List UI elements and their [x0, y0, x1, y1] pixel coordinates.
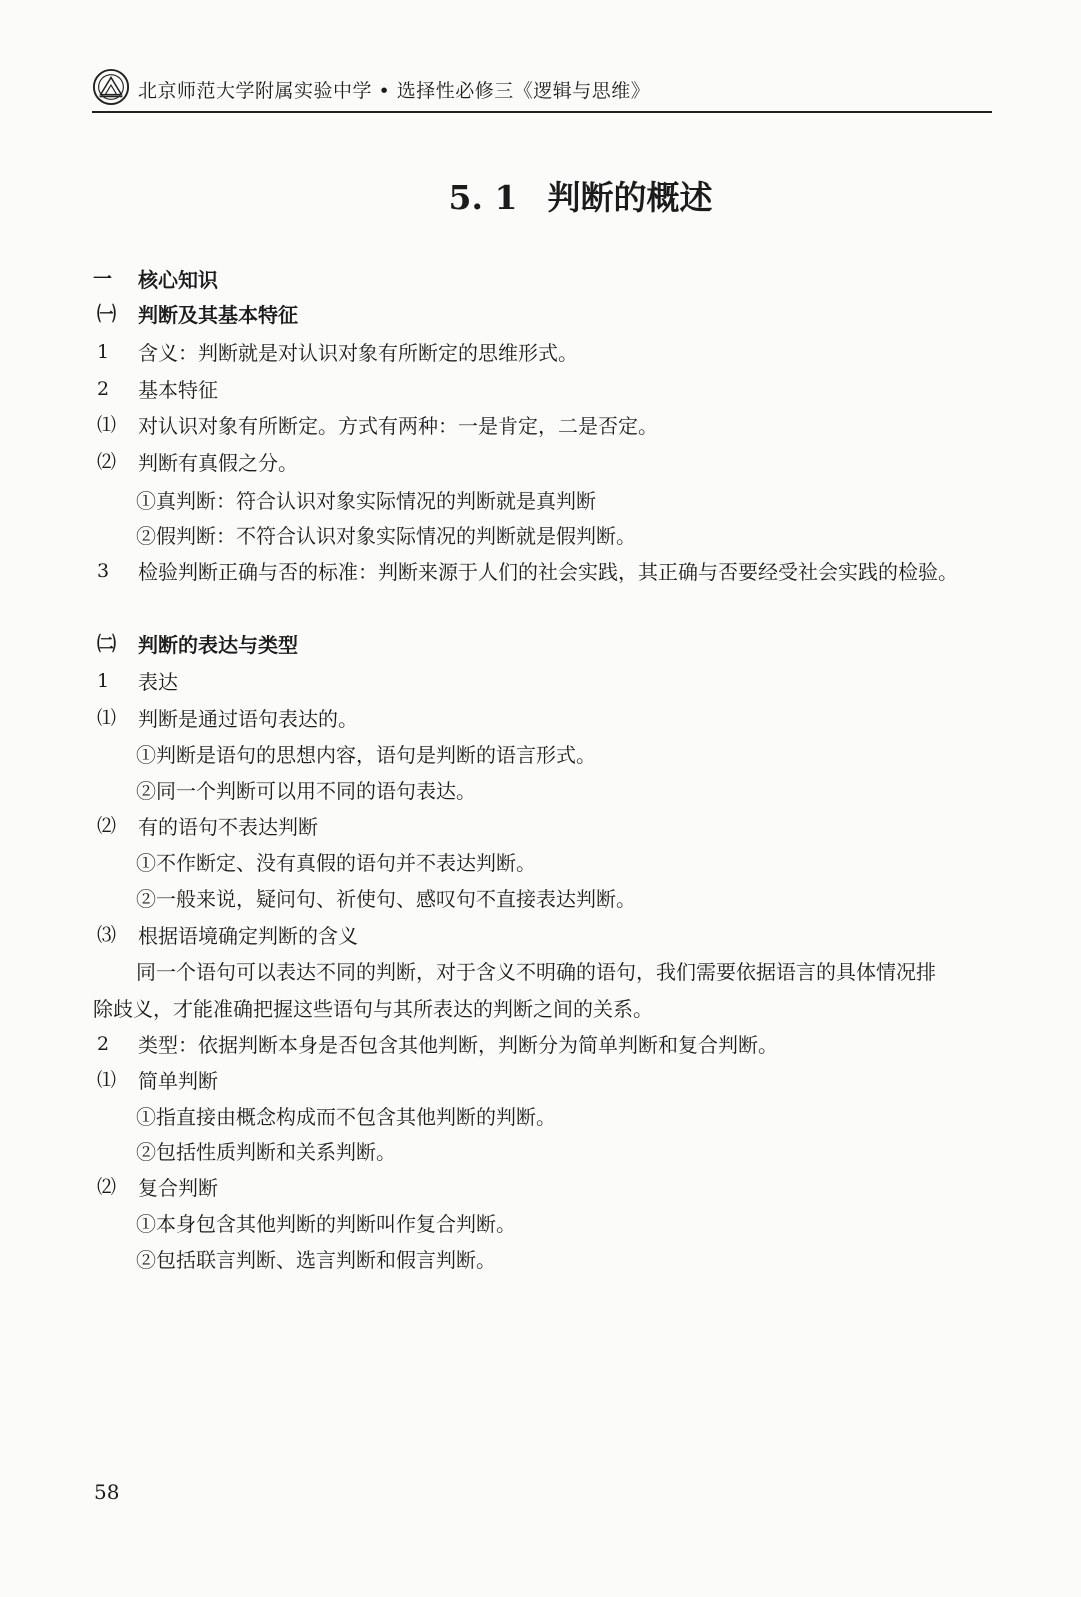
line-label: ㈡	[97, 633, 117, 655]
line-label: ⑴	[97, 1069, 117, 1091]
line-label: 1	[97, 670, 110, 692]
line-label: ㈠	[97, 303, 117, 325]
line-label: ⑵	[97, 815, 117, 837]
line-label: 2	[97, 1033, 110, 1055]
text-line: 含义：判断就是对认识对象有所断定的思维形式。	[138, 341, 578, 365]
text-line: 有的语句不表达判断	[138, 815, 318, 839]
section-heading-line: 核心知识	[138, 268, 218, 292]
text-line: 根据语境确定判断的含义	[138, 924, 358, 948]
text-line: ②假判断：不符合认识对象实际情况的判断就是假判断。	[136, 524, 636, 548]
text-line: ②一般来说，疑问句、祈使句、感叹句不直接表达判断。	[136, 887, 636, 911]
school-logo	[92, 68, 130, 106]
text-line: 表达	[138, 670, 178, 694]
text-line: ②同一个判断可以用不同的语句表达。	[136, 779, 476, 803]
section-heading-line: 判断的表达与类型	[138, 633, 298, 657]
text-line: ①指直接由概念构成而不包含其他判断的判断。	[136, 1105, 556, 1129]
page-header	[92, 64, 992, 116]
line-label: ⑴	[97, 707, 117, 729]
text-line: 类型：依据判断本身是否包含其他判断，判断分为简单判断和复合判断。	[138, 1033, 778, 1057]
text-line: ①判断是语句的思想内容，语句是判断的语言形式。	[136, 743, 596, 767]
text-line: 复合判断	[138, 1176, 218, 1200]
line-label: 一	[93, 268, 113, 290]
line-label: 2	[97, 378, 110, 400]
header-title: 北京师范大学附属实验中学 • 选择性必修三《逻辑与思维》	[138, 80, 651, 102]
line-label: ⑴	[97, 414, 117, 436]
text-line: 同一个语句可以表达不同的判断，对于含义不明确的语句，我们需要依据语言的具体情况排	[136, 960, 936, 984]
text-line: 对认识对象有所断定。方式有两种：一是肯定，二是否定。	[138, 414, 658, 438]
text-line: ②包括联言判断、选言判断和假言判断。	[136, 1248, 496, 1272]
text-line: ①真判断：符合认识对象实际情况的判断就是真判断	[136, 489, 596, 513]
line-label: ⑶	[97, 924, 117, 946]
line-label: ⑵	[97, 1176, 117, 1198]
text-line: ①不作断定、没有真假的语句并不表达判断。	[136, 851, 536, 875]
header-rule	[92, 111, 992, 113]
text-line: 检验判断正确与否的标准：判断来源于人们的社会实践，其正确与否要经受社会实践的检验。	[138, 560, 958, 584]
line-label: 3	[97, 560, 110, 582]
line-label: 1	[97, 341, 110, 363]
text-line: 判断是通过语句表达的。	[138, 707, 358, 731]
section-heading: 判断的概述	[547, 178, 713, 217]
section-title	[0, 172, 1081, 219]
section-heading-line: 判断及其基本特征	[138, 303, 298, 327]
text-line: ②包括性质判断和关系判断。	[136, 1140, 396, 1164]
text-line: 判断有真假之分。	[138, 451, 298, 475]
text-line: 除歧义，才能准确把握这些语句与其所表达的判断之间的关系。	[93, 997, 653, 1021]
section-number: 5. 1	[448, 178, 518, 217]
line-label: ⑵	[97, 451, 117, 473]
text-line: 基本特征	[138, 378, 218, 402]
text-line: 简单判断	[138, 1069, 218, 1093]
page-number: 58	[94, 1480, 120, 1504]
text-line: ①本身包含其他判断的判断叫作复合判断。	[136, 1212, 516, 1236]
